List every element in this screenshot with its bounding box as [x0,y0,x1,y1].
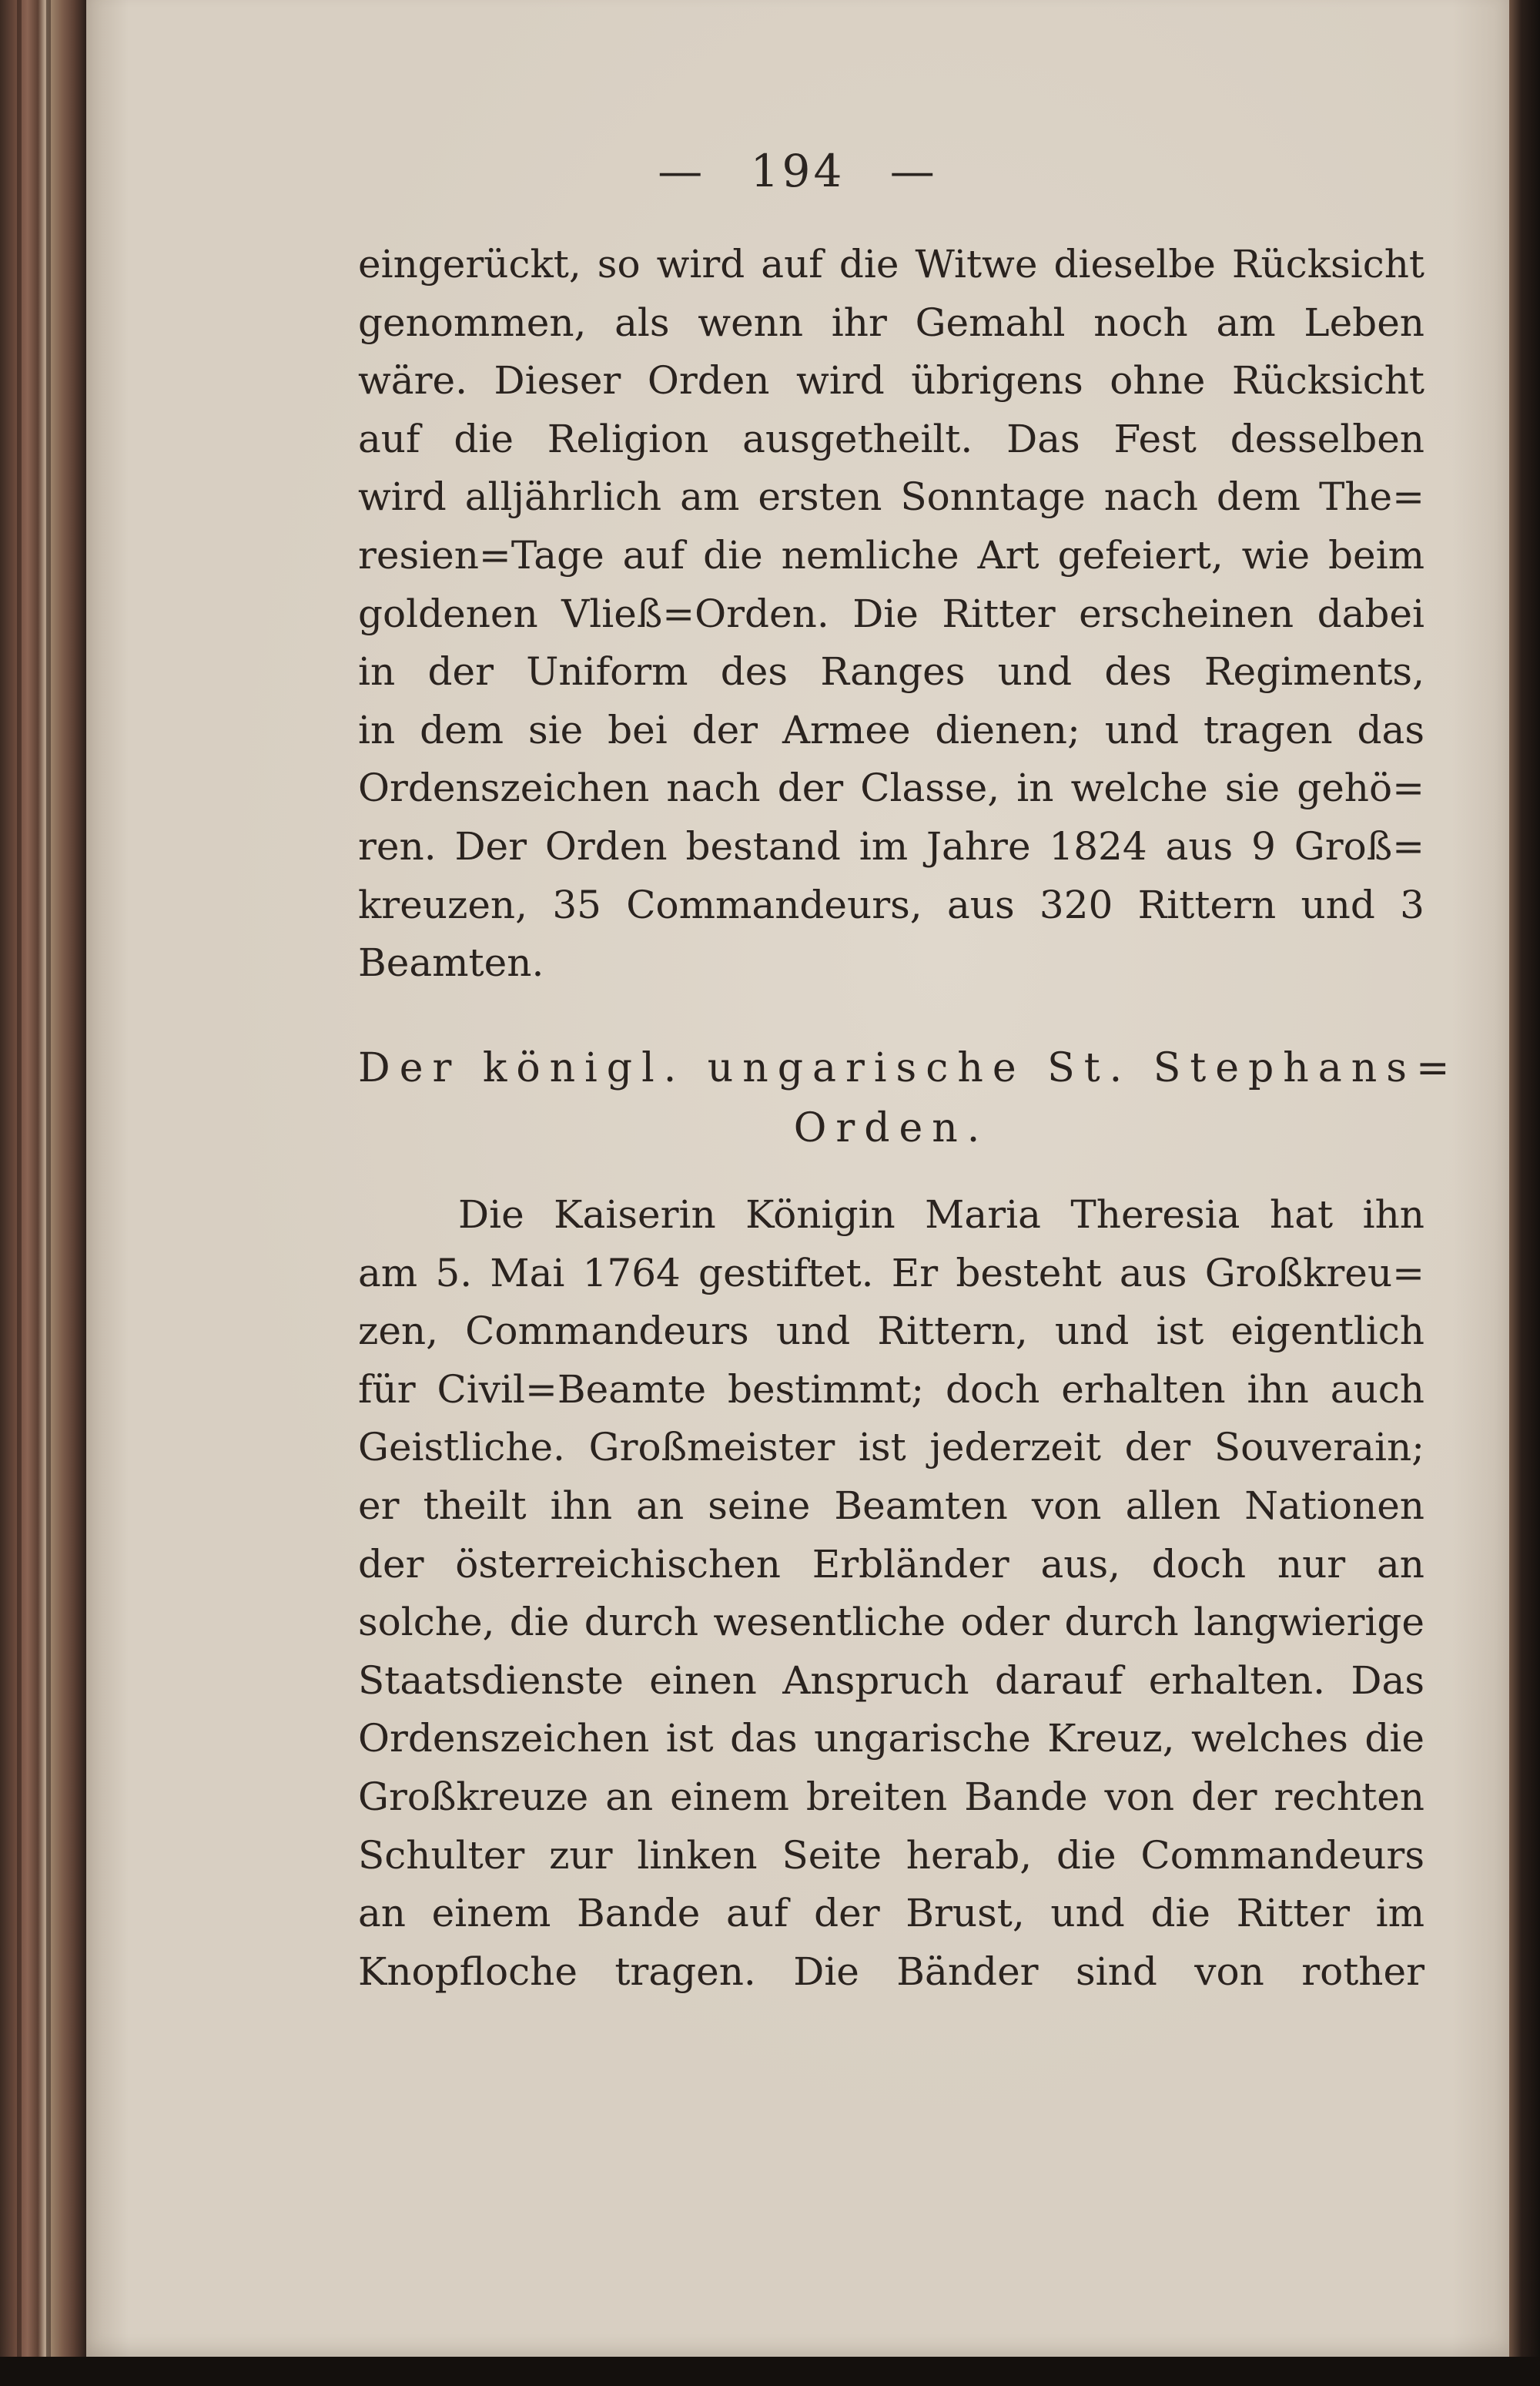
text-line: Die Kaiserin Königin Maria Theresia hat ihn [458,1192,1424,1237]
text-line: wäre. Dieser Orden wird übrigens ohne Rücksicht [358,358,1424,404]
page-right-edge [1509,0,1540,2386]
paragraph-2 [358,1186,1424,2001]
section-heading-line1: Der königl. ungarische St. Stephans= [358,1045,1459,1091]
text-line: goldenen Vließ=Orden. Die Ritter erscheinen dabei [358,591,1424,636]
text-line: resien=Tage auf die nemliche Art gefeiert, wie beim [358,532,1424,578]
text-line: Geistliche. Großmeister ist jederzeit der Souverain; [358,1425,1424,1470]
page-bottom-edge [0,2357,1540,2386]
page-number: 194 [750,145,845,197]
header-dash-left: — [658,145,706,197]
text-line: Schulter zur linken Seite herab, die Commandeurs [358,1832,1424,1878]
text-line: Beamten. [358,940,544,986]
section-heading-line2: Orden. [793,1105,989,1151]
text-line: solche, die durch wesentliche oder durch langwierige [358,1600,1424,1645]
text-line: auf die Religion ausgetheilt. Das Fest desselben [358,416,1424,461]
text-line: am 5. Mai 1764 gestiftet. Er besteht aus Großkreu= [358,1250,1424,1295]
spine-fold-line [46,0,51,2386]
book-spine-edge [0,0,86,2386]
text-line: in dem sie bei der Armee dienen; und tragen das [358,707,1424,752]
text-line: er theilt ihn an seine Beamten von allen Nationen [358,1483,1424,1528]
spine-fold-line [17,0,22,2386]
text-line: wird alljährlich am ersten Sonntage nach dem The= [358,474,1424,520]
text-line: der österreichischen Erbländer aus, doch nur an [358,1541,1424,1587]
paragraph-1 [358,236,1424,993]
text-line: Ordenszeichen ist das ungarische Kreuz, welches die [358,1716,1424,1761]
page-header [86,145,1509,206]
text-line: in der Uniform des Ranges und des Regiments, [358,649,1424,695]
text-line: ren. Der Orden bestand im Jahre 1824 aus 9 Groß= [358,823,1424,869]
text-line: Großkreuze an einem breiten Bande von der rechten [358,1774,1424,1819]
text-line: eingerückt, so wird auf die Witwe dieselbe Rücksicht [358,242,1424,287]
text-line: an einem Bande auf der Brust, und die Ritter im [358,1891,1424,1936]
text-line: zen, Commandeurs und Rittern, und ist eigentlich [358,1309,1424,1354]
header-dash-right: — [889,145,938,197]
text-line: Knopfloche tragen. Die Bänder sind von rother [358,1949,1424,1994]
text-line: genommen, als wenn ihr Gemahl noch am Leben [358,300,1424,345]
text-line: Ordenszeichen nach der Classe, in welche sie gehö= [358,766,1424,811]
section-heading [358,1038,1459,1158]
text-line: kreuzen, 35 Commandeurs, aus 320 Rittern und 3 [358,882,1424,927]
text-line: Staatsdienste einen Anspruch darauf erhalten. Das [358,1657,1424,1703]
text-line: für Civil=Beamte bestimmt; doch erhalten ihn auch [358,1366,1424,1412]
